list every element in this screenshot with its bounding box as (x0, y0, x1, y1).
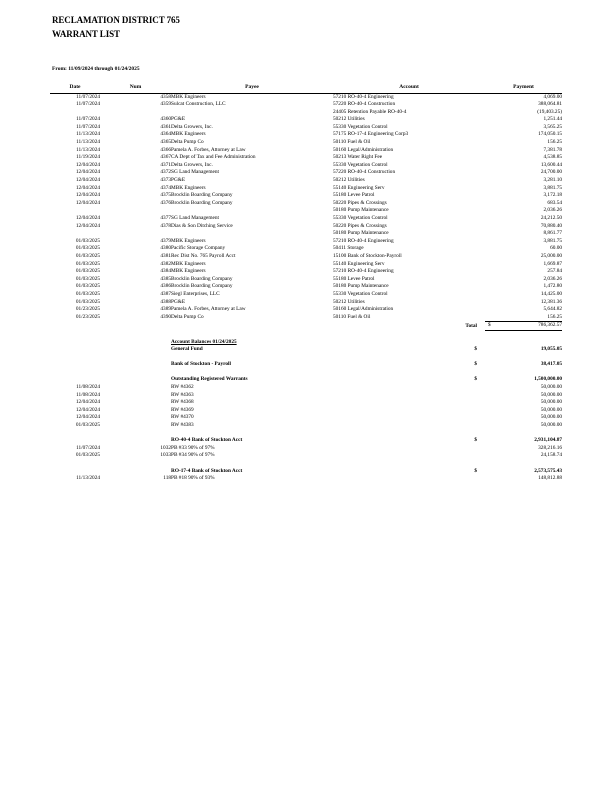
ro174-amount: 2,573,575.43 (534, 467, 562, 474)
warrant-date: 11/07/2024 (76, 116, 100, 123)
warrant-date: 12/04/2024 (75, 169, 100, 176)
list-item (50, 384, 562, 392)
table-row (50, 93, 562, 101)
table-row (50, 276, 562, 284)
warrant-payment: 3,565.25 (543, 123, 562, 130)
warrant-payee: Dias & Son Ditching Service (171, 222, 233, 229)
warrant-date: 01/03/2025 (75, 275, 100, 282)
general-fund-label: General Fund (171, 346, 203, 353)
warrant-payee: PG&E (171, 177, 186, 184)
warrant-payee: Delta Pump Co (171, 139, 204, 146)
warrant-payment: 257.84 (547, 268, 562, 275)
outstanding-row (50, 376, 562, 384)
ro404-rows (50, 445, 562, 460)
warrant-date: 01/03/2025 (75, 252, 100, 259)
warrant-rows (50, 93, 562, 322)
warrant-payment: 1,669.87 (543, 260, 562, 267)
warrant-payment: 25,000.00 (540, 252, 562, 259)
general-fund-dollar: $ (474, 346, 477, 353)
warrant-account: 50220 Pipes & Crossings (333, 222, 387, 229)
warrant-account: 57210 RO-40-4 Engineering (333, 237, 394, 244)
warrant-payment: 13,600.44 (540, 161, 562, 168)
item-account (333, 445, 485, 453)
item-account (333, 384, 485, 392)
warrant-account: 24405 Retention Payable RO-40-4 (333, 108, 407, 115)
table-row (50, 306, 562, 314)
table-row (50, 245, 562, 253)
warrant-account: 57220 RO-40-4 Construction (333, 169, 396, 176)
warrant-num: 4377 (160, 215, 171, 221)
table-row (50, 207, 562, 215)
warrant-date: 11/13/2024 (76, 131, 100, 138)
warrant-account: 50411 Storage (333, 245, 364, 252)
warrant-payee: PG&E (171, 298, 186, 305)
table-row (50, 101, 562, 109)
warrant-payee: Sulcat Construction, LLC (171, 101, 226, 108)
warrant-account: 50110 Fuel & Oil (333, 139, 371, 146)
warrant-date: 01/03/2025 (75, 268, 100, 275)
list-item (50, 452, 562, 460)
list-item (50, 414, 562, 422)
item-desc: RW #4363 (171, 391, 194, 398)
warrant-payee: Pamela A. Forbes, Attorney at Law (171, 146, 246, 153)
col-header-date: Date (50, 84, 100, 93)
table-row (50, 109, 562, 117)
warrant-payee: CA Dept of Tax and Fee Administration (171, 154, 256, 161)
col-header-num: Num (100, 84, 171, 93)
warrant-payment: 14,425.00 (540, 290, 562, 297)
ro174-row (50, 468, 562, 476)
item-num: 1033 (160, 452, 171, 459)
warrant-date: 11/07/2024 (76, 93, 100, 100)
table-row (50, 238, 562, 246)
ro174-dollar: $ (474, 467, 477, 474)
item-account (333, 392, 485, 400)
warrant-account: 50212 Utilities (333, 177, 365, 184)
warrant-payee: Delta Pump Co (171, 314, 204, 321)
ro174-section (50, 460, 562, 475)
item-desc: RW #4383 (171, 422, 194, 429)
list-item (50, 392, 562, 400)
warrant-num: 4365 (160, 139, 171, 146)
warrant-account: 55180 Levee Patrol (333, 275, 375, 282)
warrant-payment: 24,212.50 (540, 215, 562, 221)
table-row (50, 177, 562, 185)
warrant-account: 50220 Pipes & Crossings (333, 199, 387, 206)
warrant-payee: Brocklin Boarding Company (171, 283, 233, 290)
warrant-account: 55330 Vegetation Control (333, 290, 388, 297)
table-header-row (50, 84, 562, 93)
general-fund-row (50, 346, 562, 354)
warrant-account: 50160 Legal/Administration (333, 306, 394, 313)
total-label: Total (465, 322, 477, 329)
item-account (333, 407, 485, 415)
warrant-payee: MBK Engineers (171, 237, 206, 244)
warrant-account: 55330 Vegetation Control (333, 123, 388, 130)
warrant-date: 11/07/2024 (76, 123, 100, 130)
warrant-payment: 683.54 (547, 199, 562, 206)
warrant-num: 4384 (160, 268, 171, 275)
warrant-num: 4378 (160, 222, 171, 229)
outstanding-label: Outstanding Registered Warrants (171, 376, 248, 383)
table-row (50, 116, 562, 124)
warrant-payment: 2,036.26 (543, 207, 562, 214)
warrant-account: 57210 RO-40-4 Engineering (333, 268, 394, 275)
item-date: 12/04/2024 (75, 406, 100, 413)
table-row (50, 147, 562, 155)
item-payment: 24,158.74 (540, 452, 562, 459)
warrant-payment: 60.00 (550, 245, 562, 252)
warrant-num: 4360 (160, 116, 171, 123)
balances-heading: Account Balances 01/24/2025 (171, 338, 237, 345)
warrant-payment: 3,881.75 (543, 237, 562, 244)
ro174-label: RO-17-4 Bank of Stockton Acct (171, 467, 243, 474)
item-account (333, 399, 485, 407)
warrant-account: 55140 Engineering Serv (333, 184, 385, 191)
warrant-payment: (19,403.25) (537, 108, 562, 115)
warrant-num: 4361 (160, 123, 171, 130)
warrant-payee (171, 230, 333, 238)
warrant-payee: SG Land Management (171, 215, 219, 221)
payroll-amount: 38,417.05 (540, 361, 562, 368)
col-header-account: Account (333, 84, 485, 93)
ro404-row (50, 437, 562, 445)
warrant-payment: 156.25 (547, 139, 562, 146)
item-date: 12/04/2024 (75, 399, 100, 406)
warrant-date: 12/04/2024 (75, 184, 100, 191)
balances-heading-row (50, 339, 562, 347)
item-num (100, 399, 171, 407)
outstanding-dollar: $ (474, 376, 477, 383)
item-date: 01/03/2025 (75, 422, 100, 429)
warrant-table (50, 84, 562, 483)
warrant-num: 4358 (160, 93, 171, 100)
table-row (50, 162, 562, 170)
warrant-account: 15100 Bank of Stockton-Payroll (333, 252, 402, 259)
warrant-num: 4381 (160, 252, 171, 259)
warrant-num: 4373 (160, 177, 171, 184)
total-value: 786,362.57 (538, 322, 562, 329)
warrant-payee: Brocklin Boarding Company (171, 192, 233, 199)
total-dollar: $ (488, 322, 491, 329)
item-payment: 50,000.00 (540, 391, 562, 398)
warrant-date: 12/04/2024 (75, 215, 100, 221)
list-item (50, 445, 562, 453)
table-row (50, 192, 562, 200)
warrant-payee: MBK Engineers (171, 268, 206, 275)
warrant-payment: 1,472.80 (543, 283, 562, 290)
table-row (50, 215, 562, 223)
total-amount (485, 322, 562, 331)
payroll-row (50, 361, 562, 369)
warrant-date: 01/23/2025 (75, 306, 100, 313)
ro404-section (50, 430, 562, 445)
warrant-num: 4390 (160, 314, 171, 321)
warrant-date: 01/03/2025 (75, 298, 100, 305)
item-payment: 50,000.00 (540, 406, 562, 413)
item-date: 01/03/2025 (75, 452, 100, 459)
item-account (333, 475, 485, 483)
item-desc: PB #18 90% of 93% (171, 475, 215, 482)
warrant-num: 4387 (160, 290, 171, 297)
report-title: WARRANT LIST (52, 29, 120, 39)
warrant-payee: Pamela A. Forbes, Attorney at Law (171, 306, 246, 313)
warrant-date: 01/03/2025 (75, 290, 100, 297)
warrant-account: 57175 RO-17-4 Engineering Corp3 (333, 131, 409, 138)
item-num (100, 384, 171, 392)
warrant-payee: MBK Engineers (171, 260, 206, 267)
warrant-date: 01/03/2025 (75, 245, 100, 252)
item-date: 11/08/2024 (76, 384, 100, 391)
warrant-date: 01/03/2025 (75, 260, 100, 267)
warrant-date: 11/07/2024 (76, 101, 100, 108)
warrant-payee: Delta Growers, Inc. (171, 161, 213, 168)
warrant-date (50, 109, 100, 117)
warrant-num: 4376 (160, 199, 171, 206)
item-desc: RW #4370 (171, 414, 194, 421)
item-date: 12/04/2024 (75, 414, 100, 421)
item-desc: PB #34 90% of 97% (171, 452, 215, 459)
warrant-payment: 70,880.40 (540, 222, 562, 229)
outstanding-warrant-rows (50, 384, 562, 430)
item-num (100, 422, 171, 430)
item-num (100, 414, 171, 422)
warrant-date: 12/04/2024 (75, 161, 100, 168)
warrant-account: 50110 Fuel & Oil (333, 314, 371, 321)
table-row (50, 253, 562, 261)
warrant-num: 4385 (160, 275, 171, 282)
warrant-date: 12/04/2024 (75, 199, 100, 206)
warrant-payment: 4,069.00 (543, 93, 562, 100)
warrant-payment: 3,881.75 (543, 184, 562, 191)
table-row (50, 169, 562, 177)
warrant-payee (171, 207, 333, 215)
ro404-dollar: $ (474, 437, 477, 444)
date-range: From: 11/09/2024 through 01/24/2025 (52, 66, 140, 72)
warrant-date (50, 230, 100, 238)
warrant-payee (171, 109, 333, 117)
item-payment: 50,000.00 (540, 399, 562, 406)
item-account (333, 422, 485, 430)
ro174-rows (50, 475, 562, 483)
warrant-num: 4386 (160, 283, 171, 290)
table-row (50, 230, 562, 238)
warrant-payee: Delta Growers, Inc. (171, 123, 213, 130)
warrant-num (100, 109, 171, 117)
item-date: 11/13/2024 (76, 475, 100, 482)
warrant-num: 4366 (160, 146, 171, 153)
district-name: RECLAMATION DISTRICT 765 (52, 15, 180, 25)
warrant-account: 55330 Vegetation Control (333, 161, 388, 168)
warrant-date: 12/04/2024 (75, 222, 100, 229)
list-item (50, 407, 562, 415)
warrant-num: 4372 (160, 169, 171, 176)
item-payment: 50,000.00 (540, 414, 562, 421)
warrant-num: 4388 (160, 298, 171, 305)
warrant-payee: MBK Engineers (171, 93, 206, 100)
warrant-payment: 3,172.18 (543, 192, 562, 199)
totals-and-balances (50, 322, 562, 384)
item-num: 1032 (160, 444, 171, 451)
warrant-payee: MBK Engineers (171, 184, 206, 191)
warrant-account: 50212 Utilities (333, 116, 365, 123)
payroll-dollar: $ (474, 361, 477, 368)
warrant-payment: 24,700.00 (540, 169, 562, 176)
item-payment: 50,000.00 (540, 384, 562, 391)
warrant-payee: MBK Engineers (171, 131, 206, 138)
warrant-num: 4379 (160, 237, 171, 244)
item-desc: PB #33 90% of 97% (171, 444, 215, 451)
item-num (100, 407, 171, 415)
warrant-payment: 3,281.10 (543, 177, 562, 184)
warrant-num: 4375 (160, 192, 171, 199)
table-row (50, 314, 562, 322)
table-row (50, 185, 562, 193)
table-row (50, 124, 562, 132)
table-row (50, 223, 562, 231)
warrant-num: 4389 (160, 306, 171, 313)
item-date: 11/08/2024 (76, 391, 100, 398)
warrant-num (100, 230, 171, 238)
ro404-amount: 2,931,104.87 (534, 437, 562, 444)
warrant-account: 57220 RO-40-4 Construction (333, 101, 396, 108)
item-payment: 148,812.88 (538, 475, 562, 482)
item-account (333, 414, 485, 422)
warrant-num: 4374 (160, 184, 171, 191)
warrant-date: 01/23/2025 (75, 314, 100, 321)
warrant-payee: Rec Dist No. 765 Payroll Acct (171, 252, 236, 259)
warrant-payee: PG&E (171, 116, 186, 123)
warrant-payment: 4,538.85 (543, 154, 562, 161)
warrant-num: 4380 (160, 245, 171, 252)
warrant-num: 4371 (160, 161, 171, 168)
list-item (50, 399, 562, 407)
warrant-num: 4382 (160, 260, 171, 267)
warrant-account: 50180 Pump Maintenance (333, 230, 389, 237)
warrant-payment: 12,381.36 (540, 298, 562, 305)
warrant-date: 11/19/2024 (76, 154, 100, 161)
warrant-payment: 156.25 (485, 314, 562, 322)
warrant-payment: 2,036.26 (543, 275, 562, 282)
table-row (50, 154, 562, 162)
col-header-payee: Payee (171, 84, 333, 93)
item-desc: RW #4369 (171, 406, 194, 413)
total-row (50, 322, 562, 331)
warrant-account: 50212 Utilities (333, 298, 365, 305)
table-row (50, 299, 562, 307)
warrant-date: 01/03/2025 (75, 283, 100, 290)
list-item (50, 475, 562, 483)
warrant-account: 55330 Vegetation Control (333, 215, 388, 221)
warrant-date: 11/13/2024 (76, 139, 100, 146)
item-payment: 328,216.16 (538, 444, 562, 451)
item-desc: RW #4362 (171, 384, 194, 391)
warrant-account: 57210 RO-40-4 Engineering (333, 93, 394, 100)
warrant-payment: 7,381.78 (543, 146, 562, 153)
warrant-account: 55180 Levee Patrol (333, 192, 375, 199)
warrant-payment: 174,050.15 (538, 131, 562, 138)
warrant-date: 12/04/2024 (75, 177, 100, 184)
warrant-num (100, 207, 171, 215)
warrant-payee: Brocklin Boarding Company (171, 275, 233, 282)
item-account (333, 452, 485, 460)
warrant-date: 11/13/2024 (76, 146, 100, 153)
warrant-num: 4364 (160, 131, 171, 138)
warrant-num: 4359 (160, 101, 171, 108)
warrant-account: 50160 Legal/Administration (333, 146, 394, 153)
payroll-label: Bank of Stockton - Payroll (171, 361, 231, 368)
warrant-account: 50180 Pump Maintenance (333, 283, 389, 290)
table-row (50, 268, 562, 276)
table-row (50, 131, 562, 139)
warrant-account: 50180 Pump Maintenance (333, 207, 389, 214)
warrant-payee: Brocklin Boarding Company (171, 199, 233, 206)
warrant-account: 55140 Engineering Serv (333, 260, 385, 267)
warrant-payment: 5,644.82 (543, 306, 562, 313)
warrant-date: 01/03/2025 (75, 237, 100, 244)
item-num (100, 392, 171, 400)
warrant-num: 4367 (160, 154, 171, 161)
general-fund-amount: 19,055.05 (540, 346, 562, 353)
item-date: 11/07/2024 (76, 444, 100, 451)
table-row (50, 261, 562, 269)
item-payment: 50,000.00 (540, 422, 562, 429)
table-row (50, 283, 562, 291)
table-row (50, 200, 562, 208)
warrant-account: 50213 Water Right Fee (333, 154, 383, 161)
table-row (50, 291, 562, 299)
warrant-payment: 8,861.77 (543, 230, 562, 237)
ro404-label: RO-40-4 Bank of Stockton Acct (171, 437, 243, 444)
warrant-payee: Siegl Enterprises, LLC (171, 290, 220, 297)
warrant-payee: Pacific Storage Company (171, 245, 226, 252)
item-num: 118 (163, 475, 171, 482)
warrant-payment: 388,064.81 (538, 101, 562, 108)
table-row (50, 139, 562, 147)
col-header-payment: Payment (485, 84, 562, 93)
warrant-payee: SG Land Management (171, 169, 219, 176)
warrant-date (50, 207, 100, 215)
warrant-payment: 1,251.44 (543, 116, 562, 123)
item-desc: RW #4368 (171, 399, 194, 406)
outstanding-amount: 1,500,000.00 (534, 376, 562, 383)
list-item (50, 422, 562, 430)
warrant-date: 12/04/2024 (75, 192, 100, 199)
